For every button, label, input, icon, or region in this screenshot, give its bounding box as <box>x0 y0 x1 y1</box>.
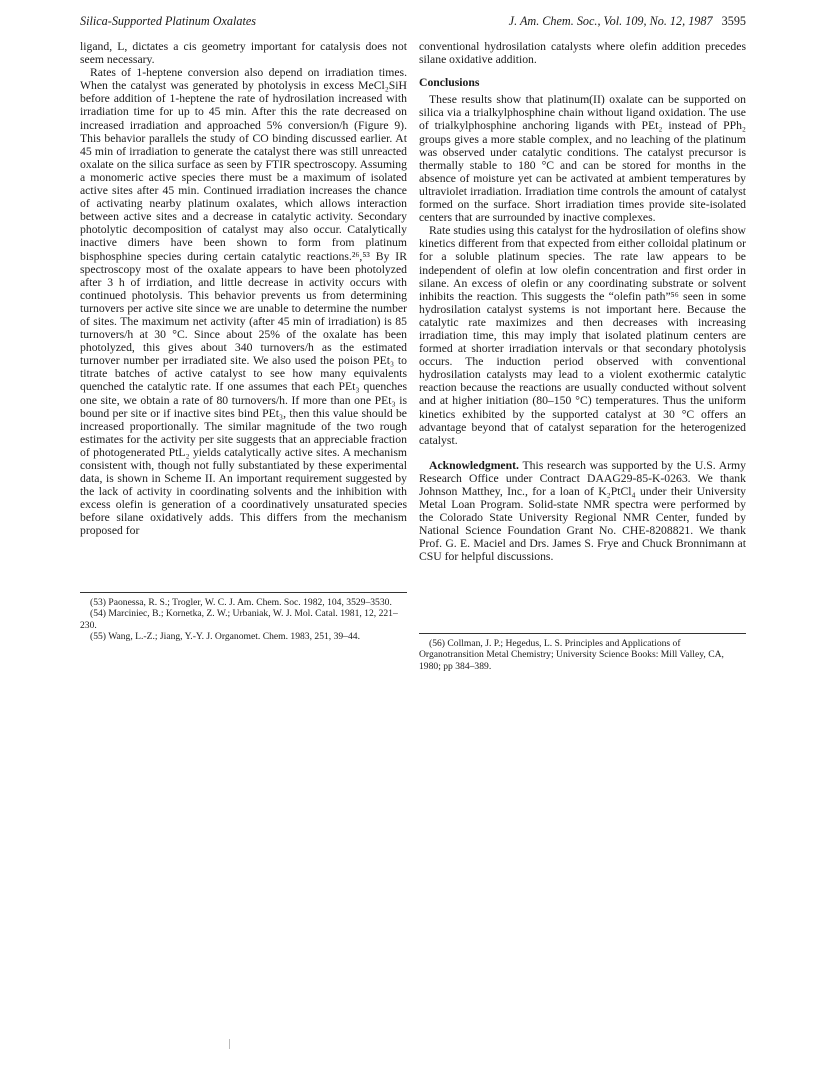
footnote: (54) Marciniec, B.; Kornetka, Z. W.; Urbaniak, W. J. Mol. Catal. 1981, 12, 221–230. <box>80 608 398 631</box>
paragraph: ligand, L, dictates a cis geometry important for catalysis does not seem necessary. <box>80 40 407 67</box>
paragraph: These results show that platinum(II) oxalate can be supported on silica via a trialkylphosphine chain without ligand oxidation. The use of trialkylphosphine anchoring ligands with PEt₂ instead of PPh₂ groups gives a more stable complex, and no leaching of the platinum was observed under catalytic conditions. The catalyst precursor is thermally stable to 180 °C and can be stored for months in the absence of moisture yet can be activated at ambient temperatures by ultraviolet irradiation. Irradiation time controls the amount of catalyst formed on the surface. Short irradiation times provide site-isolated centers that are surrounded by inactive complexes. <box>419 93 746 225</box>
journal-name: J. Am. Chem. Soc., Vol. 109, No. 12, 1987 <box>508 14 713 28</box>
footnote: (56) Collman, J. P.; Hegedus, L. S. Principles and Applications of Organotransition Metal Chemistry; University Science Books: Mill Valley, CA, 1980; pp 384–389. <box>419 638 724 672</box>
acknowledgment <box>419 459 746 564</box>
right-column <box>419 40 746 564</box>
paragraph: Rates of 1-heptene conversion also depend on irradiation times. When the catalyst was generated by photolysis in excess MeCl₂SiH before addition of 1-heptene the rate of hydrosilation increased with irradiation time for up to 45 min. After this the rate decreased on increased irradiation and approached 5% conversion/h (Figure 9). This behavior parallels the study of CO binding discussed earlier. At 45 min of irradiation to generate the catalyst there was still unreacted oxalate on the silica surface as seen by FTIR spectroscopy. Assuming a monomeric active species there must be a maximum of isolated active sites after 45 min. Continued irradiation increases the chance of activating nearby platinum oxalates, which allows interaction between active sites and a decrease in catalytic activity. Secondary photolytic decomposition of catalyst may also occur. Catalytically inactive dimers have been shown to form from platinum bisphosphine species during certain catalytic reactions.²⁶,⁵³ By IR spectroscopy most of the oxalate appears to have been photolyzed after 3 h of irrdiation, and little decrease in activity occurs with continued photolysis. This behavior prevents us from determining turnovers per active site since we are unable to determine the number of sites. The maximum net activity (after 45 min of irradiation) is 85 turnovers/h at 30 °C. Since about 25% of the oxalate has been photolyzed, this gives about 340 turnovers/h as the estimated turnover number per irradiated site. We also used the poison PEt₃ to titrate batches of active catalyst to see how many equivalents quenched the catalytic rate. If one assumes that each PEt₃ quenches one site, we obtain a rate of 80 turnovers/h. If more than one PEt₃ is bound per site or if inactive sites bind PEt₃, then this value should be increased proportionally. The similar magnitude of the two rough estimates for the activity per site suggests that an appreciable fraction of photogenerated PtL₂ yields catalytically active sites. A mechanism consistent with, though not fully substantiated by these experimental data, is shown in Scheme II. An important requirement suggested by the lack of activity in coordinating solvents and the inhibition with excess olefin is generation of a coordinatively unsaturated species before silane oxidatively adds. This differs from the mechanism proposed for <box>80 66 407 538</box>
left-column <box>80 40 407 538</box>
footnote: (55) Wang, L.-Z.; Jiang, Y.-Y. J. Organomet. Chem. 1983, 251, 39–44. <box>90 631 360 643</box>
acknowledgment-heading: Acknowledgment. <box>429 458 519 472</box>
footnotes-left <box>80 592 407 643</box>
paragraph: conventional hydrosilation catalysts where olefin addition precedes silane oxidative addition. <box>419 40 746 67</box>
running-head <box>80 14 746 34</box>
footnote: (53) Paonessa, R. S.; Trogler, W. C. J. Am. Chem. Soc. 1982, 104, 3529–3530. <box>90 597 392 608</box>
page-number: 3595 <box>721 14 746 28</box>
journal-citation <box>509 14 746 29</box>
footnotes-right <box>419 633 746 672</box>
footnote-rule <box>419 633 746 634</box>
acknowledgment-text: This research was supported by the U.S. Army Research Office under Contract DAAG29-85-K-0263. We thank Johnson Matthey, Inc., for a loan of K₂PtCl₄ under their University Metal Loan Program. Solid-state NMR spectra were performed by the Colorado State University Regional NMR Center, funded by National Science Foundation Grant No. CHE-8208821. We thank Prof. G. E. Maciel and Drs. James S. Frye and Chuck Bronnimann at CSU for helpful discussions. <box>419 458 746 564</box>
running-title: Silica-Supported Platinum Oxalates <box>80 14 257 28</box>
scan-mark <box>229 1039 231 1049</box>
section-heading-conclusions: Conclusions <box>419 76 480 90</box>
footnote-rule <box>80 592 407 593</box>
paragraph: Rate studies using this catalyst for the hydrosilation of olefins show kinetics different from that expected from either colloidal platinum or for a soluble platinum species. The rate law appears to be independent of olefin at low olefin concentration and first order in silane. An excess of olefin or any coordinating substrate or solvent inhibits the reaction. This suggests the “olefin path”⁵⁶ seen in some hydrosilation catalyst systems is not important here. Because the catalytic rate maximizes and then decreases with increasing irradiation time, this may imply that isolated platinum centers are formed at shorter irradiation intervals or that secondary photolysis occurs. The induction period observed with conventional hydrosilation catalysts may lead to a violent exothermic catalytic reaction because the reactions are usually conducted without solvent and at higher initiation (80–150 °C) temperatures. Thus the uniform kinetics exhibited by the supported catalyst at 30 °C offers an advantage beyond that of catalyst separation for the heterogenized catalyst. <box>419 224 746 447</box>
